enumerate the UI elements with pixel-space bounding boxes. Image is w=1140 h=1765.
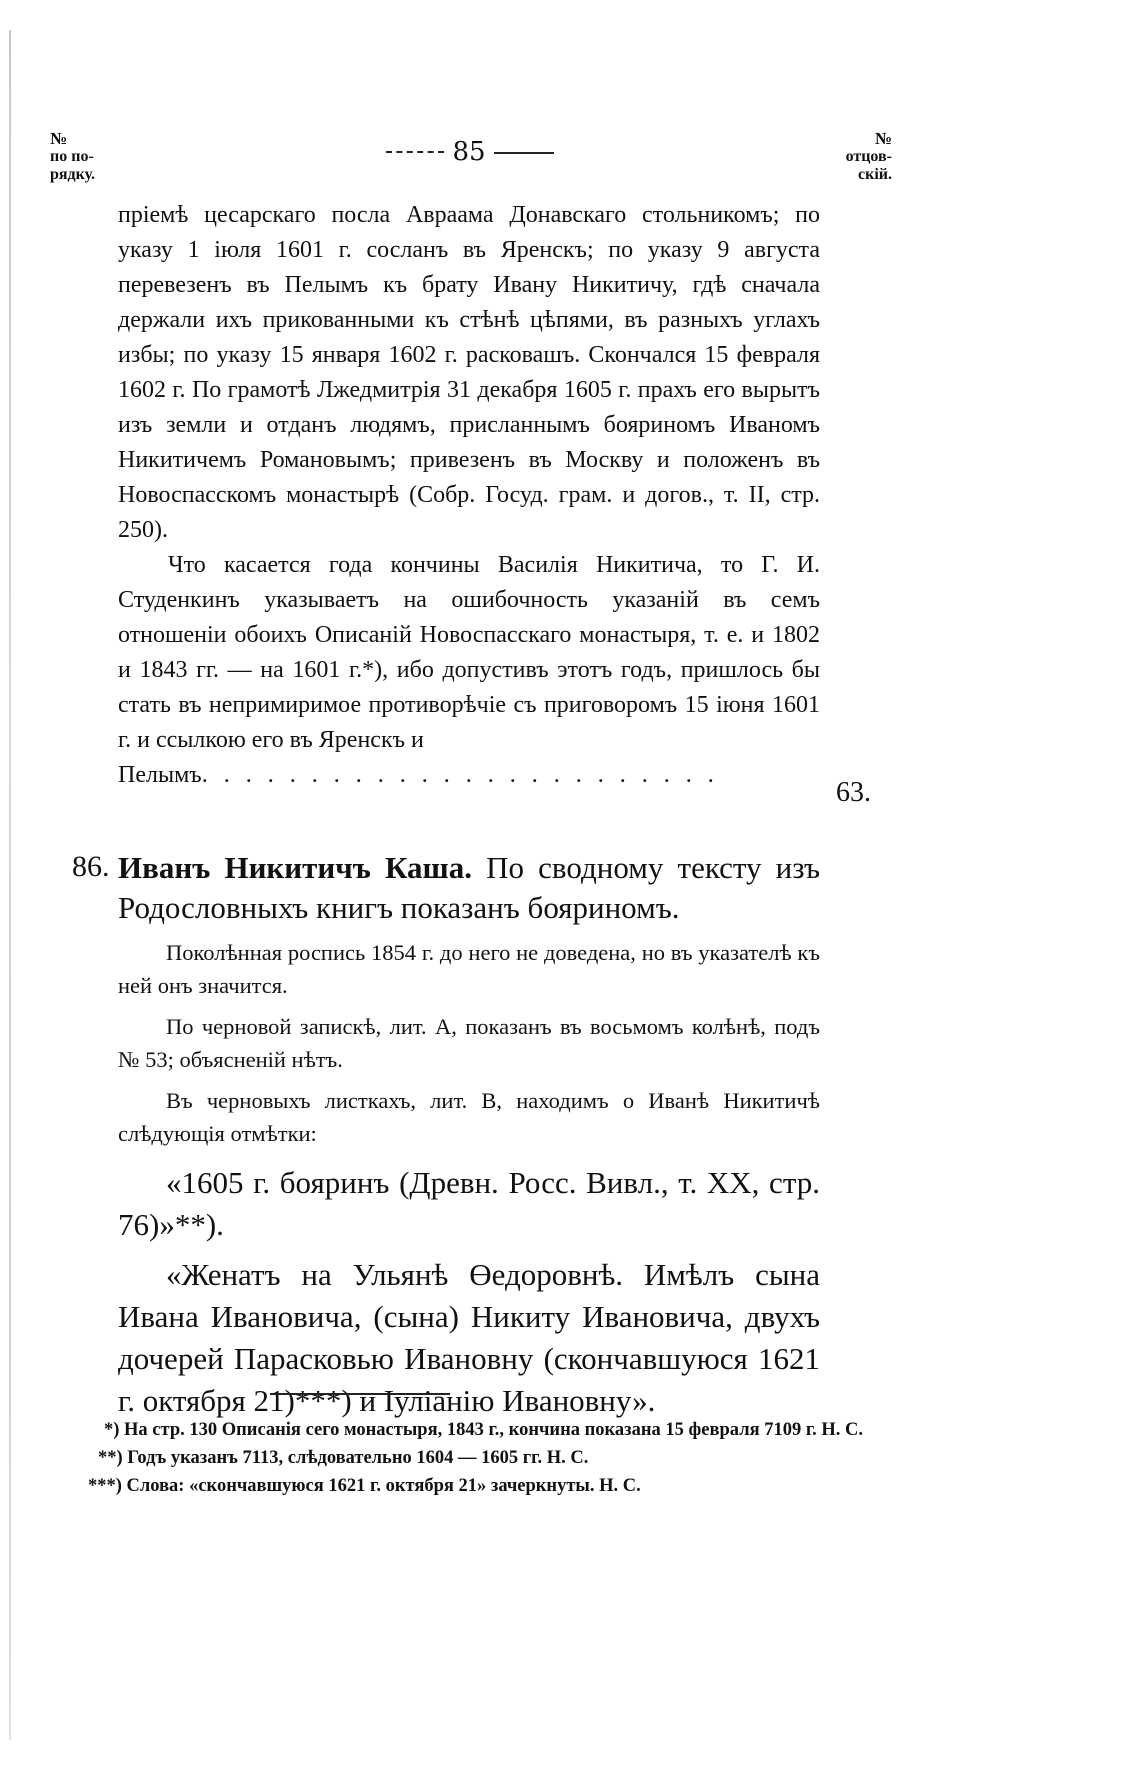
right-header-line1: отцов- [845, 148, 892, 165]
page-number: 85 [452, 137, 486, 167]
entry-86-quote-1: «1605 г. бояринъ (Древн. Росс. Вивл., т. XX, стр. 76)»**). [118, 1165, 820, 1242]
entry-86-quote-2: «Женатъ на Ульянѣ Өедоровнѣ. Имѣлъ сына Ивана Ивановича, (сына) Никиту Ивановича, двухъ дочерей Парасковью Ивановну (скончавшуюся 1621 г. октября 21)***) и Іуліанію Ивановну». [118, 1257, 820, 1418]
leader-dots: . . . . . . . . . . . . . . . . . . . . . . . . [201, 762, 719, 788]
entry-86-name: Иванъ Никитичъ Каша. [118, 850, 472, 885]
entry-86-heading-text: По сводному тексту изъ Родословныхъ книгъ показанъ бояриномъ. [118, 850, 821, 925]
page-number-dash-right [494, 152, 554, 154]
entry-number-86: 86. [72, 850, 110, 883]
entry-86-paragraph-3: Въ черновыхъ листкахъ, лит. В, находимъ о Иванѣ Никитичѣ слѣдующія отмѣтки: [118, 1088, 820, 1146]
footnotes [72, 1416, 884, 1500]
entry-85-continuation [118, 198, 820, 793]
right-column-header [812, 130, 892, 184]
right-number-sign: № [874, 129, 892, 148]
entry-86-paragraph-2: По черновой запискѣ, лит. А, показанъ въ восьмомъ колѣнѣ, подъ № 53; объясненій нѣтъ. [118, 1014, 820, 1072]
footnote-divider [270, 1393, 450, 1395]
entry-85-paragraph-2: Что касается года кончины Василія Никитича, то Г. И. Студенкинъ указываетъ на ошибочность указаній въ семъ отношеніи обоихъ Описаній Новоспасскаго монастыря, т. е. и 1802 и 1843 гг. — на 1601 г.*), ибо допустивъ этотъ годъ, пришлось бы стать въ непримиримое противорѣчіе съ приговоромъ 15 іюня 1601 г. и ссылкою его въ Яренскъ и [118, 552, 820, 753]
page-number-row [370, 138, 570, 166]
scan-edge-line [9, 30, 11, 1740]
entry-86 [118, 848, 820, 1422]
footnote-3: ***) Слова: «скончавшуюся 1621 г. октября 21» зачеркнуты. Н. С. [88, 1476, 641, 1496]
entry-85-last-word: Пелымъ [118, 762, 202, 788]
left-column-header [50, 130, 135, 184]
left-header-line2: рядку. [50, 166, 96, 183]
entry-86-heading [118, 848, 820, 928]
entry-86-paragraph-1: Поколѣнная роспись 1854 г. до него не доведена, но въ указателѣ къ ней онъ значится. [118, 940, 820, 998]
page-number-dash-left [386, 151, 444, 155]
entry-85-paragraph-1: пріемѣ цесарскаго посла Авраама Донавскаго стольникомъ; по указу 1 іюля 1601 г. сосланъ въ Яренскъ; по указу 9 августа перевезенъ въ Пелымъ къ брату Ивану Никитичу, гдѣ сначала держали ихъ прикованными къ стѣнѣ цѣпями, въ разныхъ углахъ избы; по указу 15 января 1602 г. расковашъ. Скончался 15 февраля 1602 г. По грамотѣ Лжедмитрія 31 декабря 1605 г. прахъ его вырытъ изъ земли и отданъ людямъ, присланнымъ бояриномъ Иваномъ Никитичемъ Романовымъ; привезенъ въ Москву и положенъ въ Новоспасскомъ монастырѣ (Собр. Госуд. грам. и догов., т. II, стр. 250). [118, 202, 820, 543]
footnote-2: **) Годъ указанъ 7113, слѣдовательно 1604 — 1605 гг. Н. С. [98, 1448, 589, 1468]
footnote-1: *) На стр. 130 Описанія сего монастыря, 1843 г., кончина показана 15 февраля 7109 г. Н. С. [104, 1420, 864, 1440]
left-header-line1: по по- [50, 148, 94, 165]
right-header-line2: скій. [858, 166, 892, 183]
entry-85-last-line [118, 758, 820, 793]
left-number-sign: № [50, 129, 68, 148]
margin-reference-number: 63. [836, 777, 871, 808]
